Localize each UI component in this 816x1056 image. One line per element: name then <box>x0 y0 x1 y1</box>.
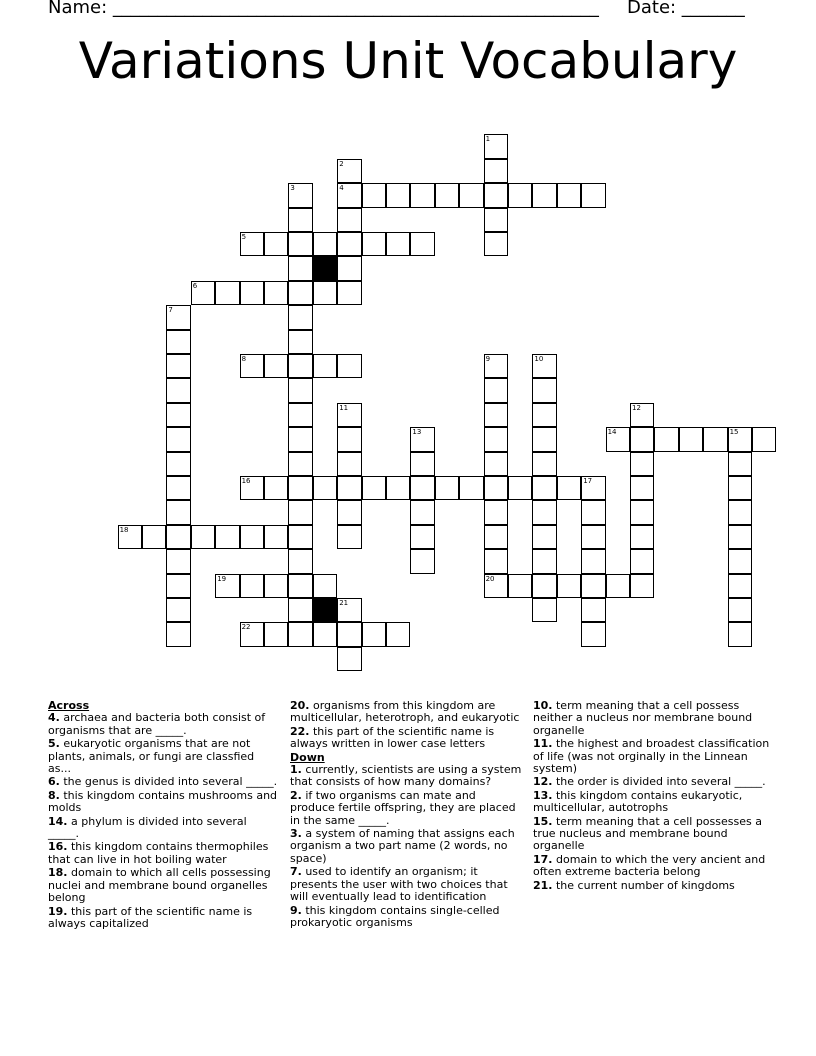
grid-cell[interactable] <box>410 427 434 451</box>
clue-item: 20. organisms from this kingdom are multicellular, heterotroph, and eukaryotic <box>290 699 520 725</box>
grid-cell[interactable] <box>532 525 556 549</box>
grid-cell[interactable] <box>166 476 190 500</box>
grid-cell[interactable] <box>337 647 361 671</box>
clues-column-1 <box>48 700 280 931</box>
grid-cell[interactable] <box>581 183 605 207</box>
grid-cell[interactable] <box>362 232 386 256</box>
clue-item-number: 1. <box>290 763 302 777</box>
grid-cell[interactable] <box>337 183 361 207</box>
grid-cell[interactable] <box>484 500 508 524</box>
grid-cell[interactable] <box>288 330 312 354</box>
grid-cell[interactable] <box>240 574 264 598</box>
grid-cell[interactable] <box>679 427 703 451</box>
black-cell <box>313 598 337 622</box>
grid-cell[interactable] <box>410 500 434 524</box>
grid-cell[interactable] <box>532 403 556 427</box>
black-cell <box>313 256 337 280</box>
clue-item-number: 7. <box>290 865 302 879</box>
grid-cell[interactable] <box>581 549 605 573</box>
grid-cell[interactable] <box>728 574 752 598</box>
grid-cell[interactable] <box>337 452 361 476</box>
clue-item: 2. if two organisms can mate and produce fertile offspring, they are placed in the same _____. <box>290 788 516 827</box>
clue-number: 9 <box>485 355 491 363</box>
clue-number: 11 <box>339 403 349 412</box>
grid-cell[interactable] <box>240 525 264 549</box>
clue-number: 16 <box>241 477 251 485</box>
clue-item: 4. archaea and bacteria both consist of organisms that are _____. <box>48 711 266 737</box>
grid-cell[interactable] <box>240 232 264 256</box>
clue-number: 14 <box>607 428 617 437</box>
clue-item-number: 3. <box>290 827 302 841</box>
grid-cell[interactable] <box>215 281 239 305</box>
grid-cell[interactable] <box>508 476 532 500</box>
grid-cell[interactable] <box>386 622 410 646</box>
grid-cell[interactable] <box>484 378 508 402</box>
clue-item: 15. term meaning that a cell possesses a true nucleus and membrane bound organelle <box>533 814 762 853</box>
clue-item: 1. currently, scientists are using a system that consists of how many domains? <box>290 763 522 789</box>
clue-item: 9. this kingdom contains single-celled prokaryotic organisms <box>290 903 500 929</box>
grid-cell[interactable] <box>630 525 654 549</box>
grid-cell[interactable] <box>484 427 508 451</box>
across-clue-list-continued <box>290 700 522 751</box>
grid-cell[interactable] <box>288 476 312 500</box>
grid-cell[interactable] <box>288 378 312 402</box>
clue-item: 19. this part of the scientific name is always capitalized <box>48 904 253 930</box>
grid-cell[interactable] <box>166 452 190 476</box>
clue-item-number: 21. <box>533 878 553 892</box>
grid-cell[interactable] <box>313 354 337 378</box>
grid-cell[interactable] <box>630 500 654 524</box>
grid-cell[interactable] <box>337 159 361 183</box>
clue-number: 17 <box>583 477 593 485</box>
grid-cell[interactable] <box>166 427 190 451</box>
clue-item: 8. this kingdom contains mushrooms and molds <box>48 788 278 815</box>
grid-cell[interactable] <box>459 183 483 207</box>
grid-cell[interactable] <box>532 598 556 622</box>
grid-cell[interactable] <box>191 281 215 305</box>
grid-cell[interactable] <box>581 622 605 646</box>
grid-cell[interactable] <box>288 183 312 207</box>
clue-number: 8 <box>241 355 247 363</box>
grid-cell[interactable] <box>484 354 508 378</box>
grid-cell[interactable] <box>532 574 556 598</box>
grid-cell[interactable] <box>288 452 312 476</box>
clue-item: 17. domain to which the very ancient and often extreme bacteria belong <box>533 852 766 879</box>
grid-cell[interactable] <box>630 452 654 476</box>
clue-item: 11. the highest and broadest classification of life (was not orginally in the Linnean system) <box>533 737 770 776</box>
grid-cell[interactable] <box>118 525 142 549</box>
grid-cell[interactable] <box>606 427 630 451</box>
grid-cell[interactable] <box>264 574 288 598</box>
clue-item-number: 15. <box>533 814 553 828</box>
clue-number: 22 <box>241 623 251 632</box>
grid-cell[interactable] <box>337 476 361 500</box>
clue-number: 5 <box>241 233 247 241</box>
clue-item: 10. term meaning that a cell possess neither a nucleus nor membrane bound organelle <box>533 699 753 737</box>
grid-cell[interactable] <box>288 574 312 598</box>
grid-cell[interactable] <box>288 354 312 378</box>
grid-cell[interactable] <box>410 476 434 500</box>
grid-cell[interactable] <box>410 525 434 549</box>
down-clue-list <box>290 764 522 929</box>
clue-item-number: 5. <box>48 737 60 751</box>
grid-cell[interactable] <box>532 354 556 378</box>
grid-cell[interactable] <box>484 574 508 598</box>
grid-cell[interactable] <box>459 476 483 500</box>
grid-cell[interactable] <box>337 598 361 622</box>
grid-cell[interactable] <box>508 574 532 598</box>
grid-cell[interactable] <box>288 256 312 280</box>
grid-cell[interactable] <box>654 427 678 451</box>
clue-item-number: 9. <box>290 903 302 917</box>
grid-cell[interactable] <box>313 281 337 305</box>
grid-cell[interactable] <box>166 330 190 354</box>
grid-cell[interactable] <box>288 598 312 622</box>
grid-cell[interactable] <box>264 525 288 549</box>
grid-cell[interactable] <box>532 549 556 573</box>
grid-cell[interactable] <box>337 403 361 427</box>
grid-cell[interactable] <box>288 281 312 305</box>
grid-cell[interactable] <box>606 574 630 598</box>
grid-cell[interactable] <box>337 427 361 451</box>
grid-cell[interactable] <box>410 232 434 256</box>
clue-item: 3. a system of naming that assigns each organism a two part name (2 words, no space) <box>290 827 515 865</box>
grid-cell[interactable] <box>728 549 752 573</box>
grid-cell[interactable] <box>264 281 288 305</box>
grid-cell[interactable] <box>264 622 288 646</box>
grid-cell[interactable] <box>337 256 361 280</box>
grid-cell[interactable] <box>410 549 434 573</box>
grid-cell[interactable] <box>337 622 361 646</box>
grid-cell[interactable] <box>410 183 434 207</box>
clue-item-number: 14. <box>48 814 68 828</box>
down-heading: Down <box>290 750 325 764</box>
grid-cell[interactable] <box>728 525 752 549</box>
grid-cell[interactable] <box>581 525 605 549</box>
grid-cell[interactable] <box>288 500 312 524</box>
clue-item: 22. this part of the scientific name is always written in lower case letters <box>290 724 495 751</box>
grid-cell[interactable] <box>532 378 556 402</box>
grid-cell[interactable] <box>337 500 361 524</box>
grid-cell[interactable] <box>484 549 508 573</box>
clue-item-number: 16. <box>48 840 68 854</box>
grid-cell[interactable] <box>313 232 337 256</box>
grid-cell[interactable] <box>630 476 654 500</box>
clue-number: 19 <box>217 574 227 583</box>
grid-cell[interactable] <box>166 305 190 329</box>
grid-cell[interactable] <box>484 159 508 183</box>
grid-cell[interactable] <box>484 183 508 207</box>
clue-number: 15 <box>729 428 739 437</box>
grid-cell[interactable] <box>532 452 556 476</box>
clue-item-number: 11. <box>533 737 553 751</box>
clue-number: 7 <box>168 306 173 315</box>
clue-item: 16. this kingdom contains thermophiles that can live in hot boiling water <box>48 840 269 866</box>
grid-cell[interactable] <box>581 598 605 622</box>
grid-cell[interactable] <box>288 525 312 549</box>
clues-column-2 <box>290 700 522 930</box>
grid-cell[interactable] <box>288 622 312 646</box>
grid-cell[interactable] <box>484 452 508 476</box>
grid-cell[interactable] <box>581 476 605 500</box>
grid-cell[interactable] <box>166 525 190 549</box>
grid-cell[interactable] <box>630 427 654 451</box>
grid-cell[interactable] <box>484 208 508 232</box>
clue-item-number: 2. <box>290 788 302 802</box>
page-title: Variations Unit Vocabulary <box>78 32 738 90</box>
grid-cell[interactable] <box>532 500 556 524</box>
grid-cell[interactable] <box>337 525 361 549</box>
grid-cell[interactable] <box>166 598 190 622</box>
clue-item: 13. this kingdom contains eukaryotic, multicellular, autotrophs <box>533 788 743 815</box>
grid-cell[interactable] <box>410 452 434 476</box>
clue-item: 5. eukaryotic organisms that are not plants, animals, or fungi are classfied as... <box>48 737 255 776</box>
clue-number: 1 <box>485 135 491 144</box>
grid-cell[interactable] <box>581 574 605 598</box>
clue-item: 7. used to identify an organism; it presents the user with two choices that will eventually lead to identification <box>290 865 508 904</box>
grid-cell[interactable] <box>240 476 264 500</box>
grid-cell[interactable] <box>630 403 654 427</box>
grid-cell[interactable] <box>166 574 190 598</box>
grid-cell[interactable] <box>264 476 288 500</box>
grid-cell[interactable] <box>288 232 312 256</box>
grid-cell[interactable] <box>728 452 752 476</box>
date-field-label: Date: _______ <box>627 0 745 18</box>
clues-column-3 <box>533 700 773 893</box>
grid-cell[interactable] <box>484 403 508 427</box>
grid-cell[interactable] <box>166 354 190 378</box>
grid-cell[interactable] <box>240 622 264 646</box>
grid-cell[interactable] <box>264 232 288 256</box>
clue-item: 6. the genus is divided into several _____. <box>48 775 278 789</box>
grid-cell[interactable] <box>752 427 776 451</box>
clue-item: 12. the order is divided into several _____. <box>533 775 766 789</box>
clue-item-number: 19. <box>48 904 68 918</box>
grid-cell[interactable] <box>728 427 752 451</box>
clue-item: 14. a phylum is divided into several _____. <box>48 814 247 841</box>
grid-cell[interactable] <box>215 574 239 598</box>
clue-item-number: 10. <box>533 699 553 712</box>
grid-cell[interactable] <box>337 232 361 256</box>
clue-number: 2 <box>339 159 344 168</box>
grid-cell[interactable] <box>435 476 459 500</box>
clue-number: 10 <box>534 355 544 363</box>
grid-cell[interactable] <box>166 500 190 524</box>
grid-cell[interactable] <box>435 183 459 207</box>
clue-number: 12 <box>632 403 641 412</box>
grid-cell[interactable] <box>386 476 410 500</box>
grid-cell[interactable] <box>362 183 386 207</box>
across-clue-list <box>48 712 280 930</box>
grid-cell[interactable] <box>484 525 508 549</box>
clue-number: 20 <box>485 574 495 583</box>
grid-cell[interactable] <box>288 403 312 427</box>
clue-item-number: 18. <box>48 866 68 880</box>
grid-cell[interactable] <box>630 549 654 573</box>
across-heading: Across <box>48 699 90 712</box>
grid-cell[interactable] <box>557 476 581 500</box>
grid-cell[interactable] <box>337 208 361 232</box>
clue-item-number: 12. <box>533 775 553 789</box>
grid-cell[interactable] <box>313 574 337 598</box>
grid-cell[interactable] <box>264 354 288 378</box>
grid-cell[interactable] <box>362 476 386 500</box>
grid-cell[interactable] <box>191 525 215 549</box>
grid-cell[interactable] <box>313 622 337 646</box>
grid-cell[interactable] <box>142 525 166 549</box>
grid-cell[interactable] <box>288 208 312 232</box>
grid-cell[interactable] <box>386 183 410 207</box>
clue-number: 18 <box>119 525 129 534</box>
grid-cell[interactable] <box>386 232 410 256</box>
grid-cell[interactable] <box>288 549 312 573</box>
clue-item-number: 4. <box>48 711 60 725</box>
grid-cell[interactable] <box>508 183 532 207</box>
clue-item-number: 22. <box>290 724 310 738</box>
clue-item-number: 17. <box>533 852 553 866</box>
grid-cell[interactable] <box>484 232 508 256</box>
grid-cell[interactable] <box>313 476 337 500</box>
clue-item-number: 8. <box>48 788 60 802</box>
grid-cell[interactable] <box>240 281 264 305</box>
grid-cell[interactable] <box>337 281 361 305</box>
grid-cell[interactable] <box>557 574 581 598</box>
grid-cell[interactable] <box>166 622 190 646</box>
grid-cell[interactable] <box>728 476 752 500</box>
grid-cell[interactable] <box>581 500 605 524</box>
grid-cell[interactable] <box>362 622 386 646</box>
grid-cell[interactable] <box>532 427 556 451</box>
clue-number: 13 <box>412 428 422 437</box>
grid-cell[interactable] <box>728 500 752 524</box>
grid-cell[interactable] <box>728 598 752 622</box>
clue-item-number: 20. <box>290 699 310 712</box>
grid-cell[interactable] <box>484 134 508 158</box>
grid-cell[interactable] <box>288 305 312 329</box>
grid-cell[interactable] <box>288 427 312 451</box>
down-clue-list-continued <box>533 700 773 892</box>
grid-cell[interactable] <box>484 476 508 500</box>
grid-cell[interactable] <box>557 183 581 207</box>
grid-cell[interactable] <box>215 525 239 549</box>
grid-cell[interactable] <box>166 403 190 427</box>
grid-cell[interactable] <box>630 574 654 598</box>
clue-number: 3 <box>290 184 295 193</box>
clue-item: 21. the current number of kingdoms <box>533 878 735 892</box>
grid-cell[interactable] <box>728 622 752 646</box>
grid-cell[interactable] <box>532 183 556 207</box>
name-field-label: Name: ______________________________________________________ <box>48 0 599 18</box>
grid-cell[interactable] <box>240 354 264 378</box>
clue-number: 4 <box>339 184 344 193</box>
clue-number: 6 <box>192 281 198 290</box>
clue-item-number: 6. <box>48 775 60 789</box>
grid-cell[interactable] <box>166 549 190 573</box>
grid-cell[interactable] <box>532 476 556 500</box>
grid-cell[interactable] <box>166 378 190 402</box>
clue-item-number: 13. <box>533 788 553 802</box>
grid-cell[interactable] <box>703 427 727 451</box>
grid-cell[interactable] <box>337 354 361 378</box>
clue-item: 18. domain to which all cells possessing nuclei and membrane bound organelles belong <box>48 866 271 905</box>
clue-number: 21 <box>339 599 349 607</box>
